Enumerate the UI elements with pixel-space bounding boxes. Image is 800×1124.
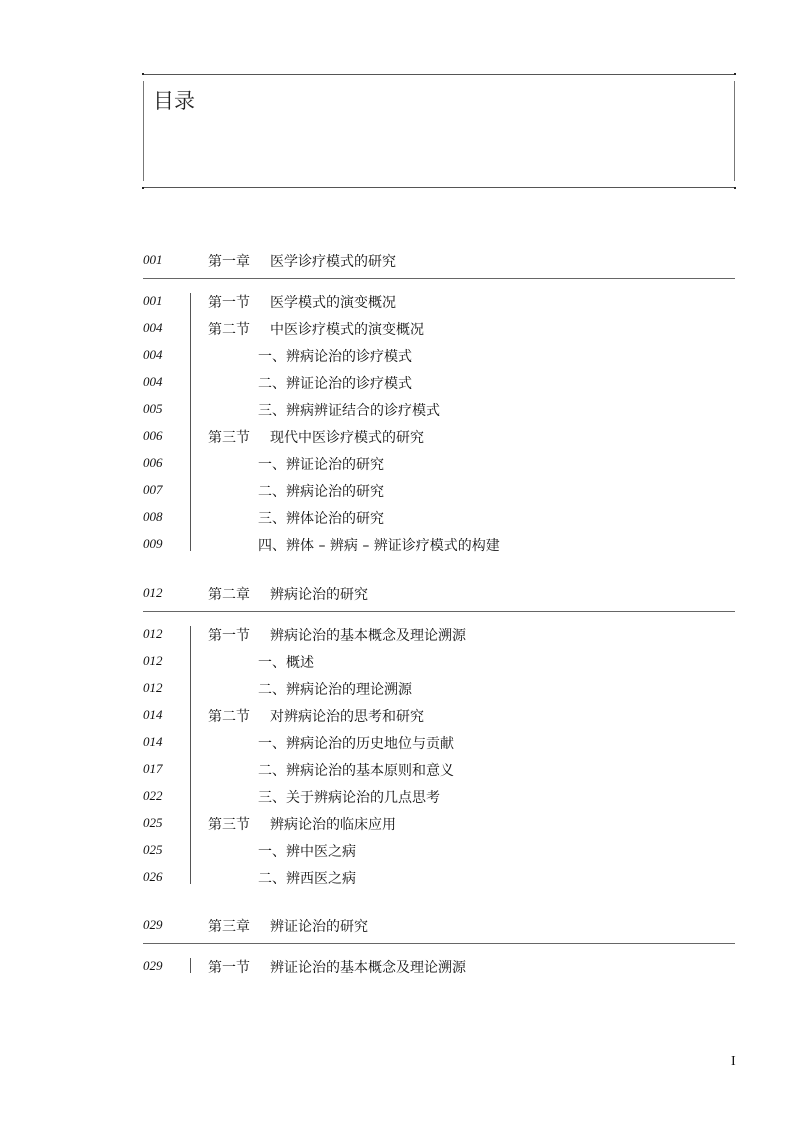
entry-title: 辨病论治的临床应用 xyxy=(270,816,396,833)
entry-page-number: 014 xyxy=(143,733,163,749)
chapter-entries xyxy=(143,287,735,557)
entry-page-number: 012 xyxy=(143,625,163,641)
chapter-title: 医学诊疗模式的研究 xyxy=(270,254,396,270)
entry-title: 四、辨体 – 辨病 – 辨证诊疗模式的构建 xyxy=(258,538,500,554)
entry-page-number: 009 xyxy=(143,536,163,551)
entry-page-number: 017 xyxy=(143,760,163,776)
chapter-page-number: 001 xyxy=(143,252,163,267)
toc-item-entry[interactable] xyxy=(143,530,735,557)
toc-item-entry[interactable] xyxy=(143,368,735,395)
entry-page-number: 006 xyxy=(143,428,163,443)
entry-page-number: 014 xyxy=(143,706,163,722)
entry-title: 一、辨证论治的研究 xyxy=(258,457,384,473)
entry-page-number: 001 xyxy=(143,293,163,308)
toc-section-entry[interactable] xyxy=(143,314,735,341)
box-left-rule xyxy=(143,81,144,181)
entry-title: 二、辨西医之病 xyxy=(258,870,356,887)
chapter-heading[interactable] xyxy=(143,907,735,944)
entry-title: 辨病论治的基本概念及理论溯源 xyxy=(270,627,466,644)
toc-item-entry[interactable] xyxy=(143,755,735,782)
toc-section-entry[interactable] xyxy=(143,287,735,314)
chapter-label: 第二章 xyxy=(208,586,250,603)
section-label: 第二节 xyxy=(208,322,250,338)
toc-item-entry[interactable] xyxy=(143,674,735,701)
toc-item-entry[interactable] xyxy=(143,341,735,368)
page-title: 目录 xyxy=(153,89,195,113)
chapter-title: 辨证论治的研究 xyxy=(270,919,368,935)
entry-page-number: 006 xyxy=(143,455,163,470)
entry-title: 对辨病论治的思考和研究 xyxy=(270,708,424,725)
section-label: 第三节 xyxy=(208,816,250,833)
entry-page-number: 004 xyxy=(143,320,163,335)
entry-title: 二、辨病论治的研究 xyxy=(258,484,384,500)
chapter-label: 第一章 xyxy=(208,254,250,270)
toc-item-entry[interactable] xyxy=(143,647,735,674)
corner-dot xyxy=(142,73,144,75)
page-number: I xyxy=(731,1054,736,1069)
entry-title: 一、概述 xyxy=(258,654,314,671)
entry-title: 医学模式的演变概况 xyxy=(270,295,396,311)
chapter-label: 第三章 xyxy=(208,919,250,935)
entry-page-number: 008 xyxy=(143,509,163,524)
chapter-page-number: 029 xyxy=(143,917,163,932)
entry-page-number: 022 xyxy=(143,787,163,803)
toc-item-entry[interactable] xyxy=(143,863,735,890)
entry-title: 二、辨证论治的诊疗模式 xyxy=(258,376,412,392)
section-label: 第一节 xyxy=(208,295,250,311)
section-label: 第一节 xyxy=(208,627,250,644)
corner-dot xyxy=(734,73,736,75)
corner-dot xyxy=(734,187,736,189)
corner-dot xyxy=(142,187,144,189)
section-label: 第三节 xyxy=(208,430,250,446)
toc-section-entry[interactable] xyxy=(143,809,735,836)
chapter-heading[interactable] xyxy=(143,575,735,612)
entry-title: 二、辨病论治的理论溯源 xyxy=(258,681,412,698)
entry-title: 一、辨病论治的诊疗模式 xyxy=(258,349,412,365)
chapter-title: 辨病论治的研究 xyxy=(270,586,368,603)
entry-title: 二、辨病论治的基本原则和意义 xyxy=(258,762,454,779)
box-right-rule xyxy=(734,81,735,181)
entry-title: 辨证论治的基本概念及理论溯源 xyxy=(270,960,466,976)
section-label: 第一节 xyxy=(208,960,250,976)
toc-item-entry[interactable] xyxy=(143,728,735,755)
entry-page-number: 004 xyxy=(143,347,163,362)
entry-title: 三、辨体论治的研究 xyxy=(258,511,384,527)
chapter-page-number: 012 xyxy=(143,584,163,600)
chapter-entries xyxy=(143,620,735,890)
toc-section-entry[interactable] xyxy=(143,701,735,728)
toc-title-box xyxy=(143,74,735,188)
toc-item-entry[interactable] xyxy=(143,476,735,503)
toc-item-entry[interactable] xyxy=(143,836,735,863)
entry-page-number: 025 xyxy=(143,841,163,857)
toc-item-entry[interactable] xyxy=(143,782,735,809)
section-label: 第二节 xyxy=(208,708,250,725)
entry-title: 现代中医诊疗模式的研究 xyxy=(270,430,424,446)
toc-item-entry[interactable] xyxy=(143,449,735,476)
toc-section-entry[interactable] xyxy=(143,952,735,979)
entry-title: 中医诊疗模式的演变概况 xyxy=(270,322,424,338)
entry-title: 三、关于辨病论治的几点思考 xyxy=(258,789,440,806)
toc-item-entry[interactable] xyxy=(143,503,735,530)
table-of-contents xyxy=(143,242,735,997)
entry-title: 一、辨病论治的历史地位与贡献 xyxy=(258,735,454,752)
entry-page-number: 029 xyxy=(143,958,163,973)
chapter-entries xyxy=(143,952,735,979)
toc-section-entry[interactable] xyxy=(143,422,735,449)
chapter-heading[interactable] xyxy=(143,242,735,279)
entry-page-number: 012 xyxy=(143,652,163,668)
entry-page-number: 004 xyxy=(143,374,163,389)
entry-page-number: 007 xyxy=(143,482,163,497)
entry-page-number: 005 xyxy=(143,401,163,416)
entry-page-number: 012 xyxy=(143,679,163,695)
toc-section-entry[interactable] xyxy=(143,620,735,647)
entry-title: 一、辨中医之病 xyxy=(258,843,356,860)
entry-page-number: 025 xyxy=(143,814,163,830)
toc-item-entry[interactable] xyxy=(143,395,735,422)
entry-page-number: 026 xyxy=(143,868,163,884)
entry-title: 三、辨病辨证结合的诊疗模式 xyxy=(258,403,440,419)
